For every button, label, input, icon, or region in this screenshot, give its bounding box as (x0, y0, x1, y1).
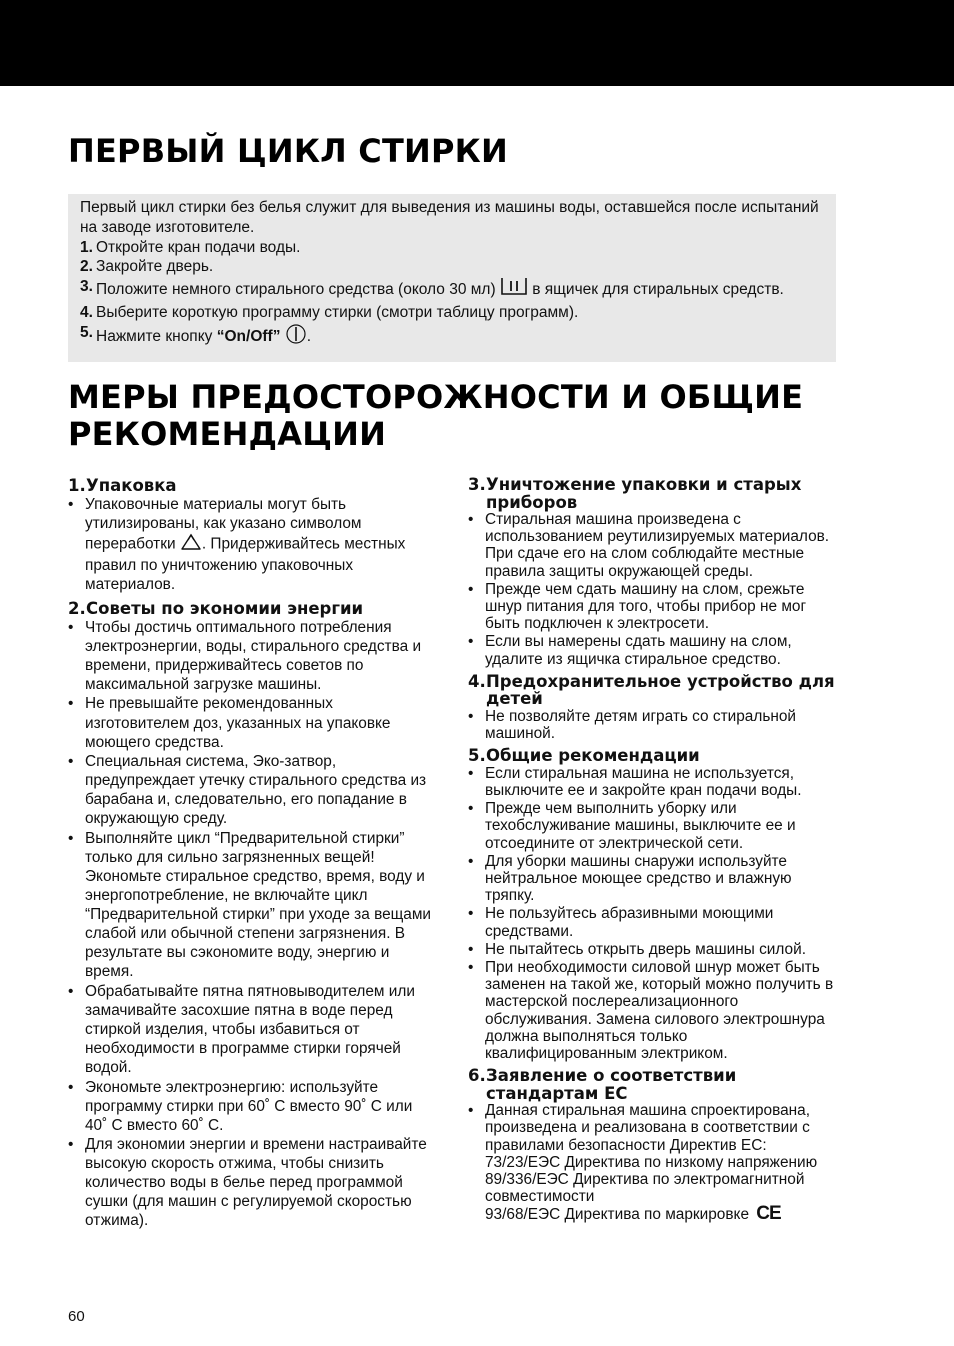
section-number: 3. (468, 475, 486, 494)
step-4 (80, 303, 824, 323)
directive-emc: 89/336/ЕЭС Директива по электромагнитной совместимости (485, 1171, 805, 1206)
intro-text: Первый цикл стирки без белья служит для выведения из машины воды, оставшейся после испытаний на заводе изготовителе. (80, 199, 819, 236)
section-disposal-title (468, 476, 840, 511)
energy-saving-list (68, 618, 438, 1231)
list-item: • Не пользуйтесь абразивными моющими средствами. (468, 905, 840, 939)
section-title-text: Уничтожение упаковки и старых приборов (486, 475, 802, 512)
step-3 (80, 277, 824, 303)
packaging-text-after-icon: . Придерживайтесь местных правил по уничтожению упаковочных материалов. (85, 535, 406, 594)
step-5 (80, 323, 824, 351)
step-text-after-icon: в ящичек для стиральных средств. (532, 281, 784, 299)
step-text-end: . (306, 327, 312, 345)
step-text (96, 323, 824, 351)
step-number: 5. (80, 323, 93, 341)
on-off-button-label: “On/Off” (216, 327, 281, 345)
packaging-text-before-icon: Упаковочные материалы могут быть утилизированы, как указано символом переработки (85, 496, 362, 553)
section-energy-saving-title (68, 599, 438, 618)
directive-low-voltage: 73/23/ЕЭС Директива по низкому напряжению (485, 1153, 818, 1171)
list-item: • Не пытайтесь открыть дверь машины силой. (468, 941, 840, 958)
directive-marking: 93/68/ЕЭС Директива по маркировке (485, 1206, 750, 1224)
list-item (68, 495, 438, 594)
list-item: • Не позволяйте детям играть со стиральной машиной. (468, 708, 840, 742)
step-text-before-icon: Положите немного стирального средства (около 30 мл) (96, 281, 496, 299)
recycling-icon (180, 533, 202, 556)
section-general-title (468, 747, 840, 765)
step-text: Закройте дверь. (96, 258, 214, 276)
step-text (96, 277, 824, 303)
section-number: 5. (468, 746, 486, 766)
list-item: • Если стиральная машина не используется, выключите ее и закройте кран подачи воды. (468, 765, 840, 799)
list-item: • Если вы намерены сдать машину на слом, удалите из ящичка стиральное средство. (468, 633, 840, 667)
detergent-compartment-icon (500, 277, 528, 303)
list-item: • Для экономии энергии и времени настраивайте высокую скорость отжима, чтобы снизить количество воды в белье перед программой сушки (для машин с регулируемой скоростью отжима). (68, 1135, 438, 1230)
left-column (68, 476, 438, 1231)
step-number: 4. (80, 303, 93, 321)
list-item: • Экономьте электроэнергию: используйте программу стирки при 60˚ C вместо 90˚ C или 40˚ C вместо 60˚ C. (68, 1078, 438, 1135)
heading-precautions-line2: РЕКОМЕНДАЦИИ (68, 415, 387, 453)
section-number: 2. (68, 598, 86, 618)
step-2 (80, 257, 824, 277)
section-number: 4. (468, 671, 486, 691)
intro-box (68, 194, 836, 362)
list-item: • Не превышайте рекомендованных изготовителем доз, указанных на упаковке моющего средства. (68, 694, 438, 751)
child-safety-list (468, 708, 840, 742)
heading-precautions-line1: МЕРЫ ПРЕДОСТОРОЖНОСТИ И ОБЩИЕ (68, 378, 804, 416)
list-item: • При необходимости силовой шнур может быть заменен на такой же, который можно получить в мастерской послереализационного обслуживания. Замена силового электрошнура должна выполняться только квалифицированным электриком. (468, 959, 840, 1062)
section-title-text: Предохранительное устройство для детей (486, 671, 835, 709)
list-item: • Прежде чем выполнить уборку или техобслуживание машины, выключите ее и отсоедините от электрической сети. (468, 800, 840, 852)
general-recommendations-list (468, 765, 840, 1062)
step-number: 2. (80, 258, 93, 276)
page-number: 60 (68, 1308, 85, 1325)
section-title-text: Советы по экономии энергии (86, 598, 364, 618)
packaging-list (68, 495, 438, 594)
section-number: 1. (68, 476, 86, 495)
step-text: Выберите короткую программу стирки (смотри таблицу программ). (96, 303, 579, 321)
list-item: • Чтобы достичь оптимального потребления электроэнергии, воды, стирального средства и времени, придерживайтесь советов по максимальной загрузке машины. (68, 618, 438, 694)
section-title-text: Упаковка (86, 476, 177, 495)
top-black-bar (0, 0, 954, 86)
heading-precautions (68, 379, 803, 453)
section-title-text: Общие рекомендации (486, 746, 700, 766)
list-item: • Специальная система, Эко-затвор, предупреждает утечку стирального средства из барабана и, следовательно, его попадание в окружающую среду. (68, 752, 438, 828)
ec-declaration-list (468, 1102, 840, 1223)
intro-steps (80, 238, 824, 351)
step-text: Откройте кран подачи воды. (96, 238, 301, 256)
list-item (468, 1102, 840, 1223)
ec-intro-text: Данная стиральная машина спроектирована, произведена и реализована в соответствии с правилами безопасности Директив ЕС: (485, 1102, 810, 1154)
section-title-text: Заявление о соответствии стандартам ЕС (486, 1066, 737, 1103)
list-item: • Прежде чем сдать машину на слом, срежьте шнур питания для того, чтобы прибор не мог быть подключен к электросети. (468, 581, 840, 633)
section-number: 6. (468, 1066, 486, 1086)
list-item: • Для уборки машины снаружи используйте нейтральное моющее средство и влажную тряпку. (468, 853, 840, 905)
disposal-list (468, 511, 840, 668)
step-number: 1. (80, 238, 93, 256)
section-child-safety-title (468, 673, 840, 708)
section-packaging-title (68, 476, 438, 495)
ce-mark: CE (756, 1203, 781, 1225)
right-column (468, 476, 840, 1225)
list-item: • Стиральная машина произведена с использованием реутилизируемых материалов. При сдаче его на слом соблюдайте местные правила защиты окружающей среды. (468, 511, 840, 580)
heading-first-wash-cycle: ПЕРВЫЙ ЦИКЛ СТИРКИ (68, 132, 508, 170)
list-item: • Выполняйте цикл “Предварительной стирки” только для сильно загрязненных вещей! Экономьте стиральное средство, время, воду и энергопотребление, не включайте цикл “Предварительной стирки” при уходе за вещами слабой или обычной степени загрязнения. В результате вы сэкономите воду, энергию и время. (68, 829, 438, 982)
step-number: 3. (80, 278, 93, 296)
list-item: • Обрабатывайте пятна пятновыводителем или замачивайте засохшие пятна в воде перед стиркой изделия, чтобы избавиться от необходимости в программе стирки горячей водой. (68, 982, 438, 1077)
section-ec-declaration-title (468, 1067, 840, 1102)
step-1 (80, 238, 824, 258)
power-icon (285, 323, 307, 351)
step-text-before-button: Нажмите кнопку (96, 327, 213, 345)
